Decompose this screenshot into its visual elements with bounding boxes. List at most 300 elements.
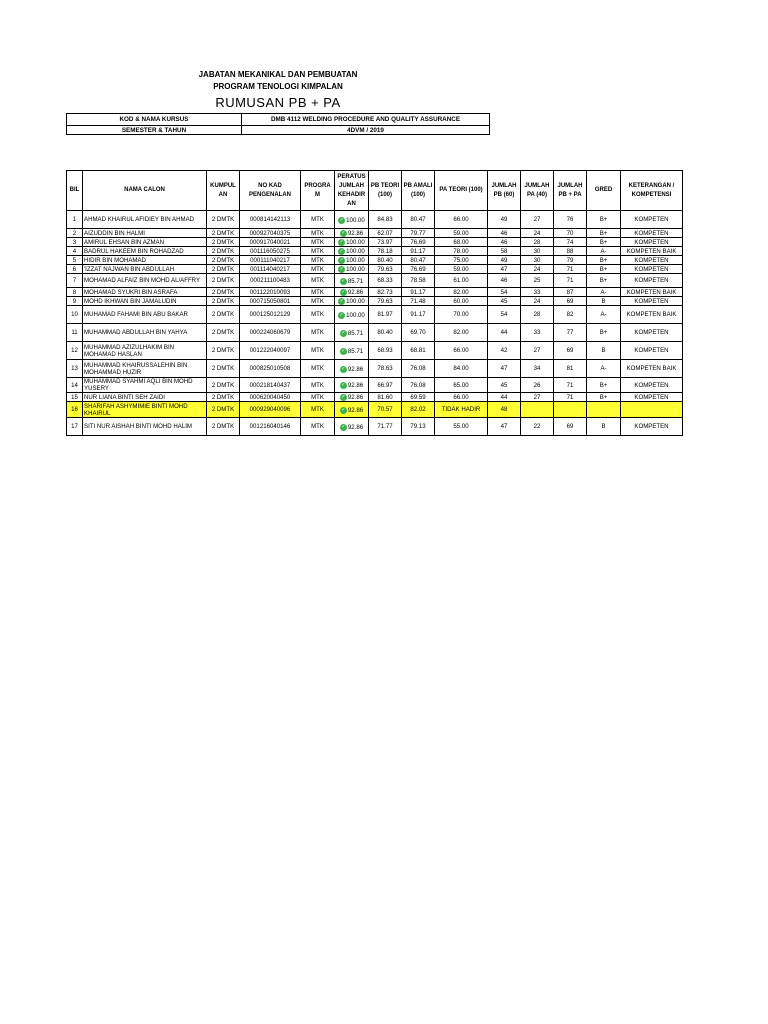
cell-jumlah-pb: 46 xyxy=(488,274,521,288)
cell-pa-teori: 75.00 xyxy=(435,256,488,265)
check-circle-icon: ✓ xyxy=(341,406,346,413)
cell-pa-teori: 59.00 xyxy=(435,229,488,238)
cell-nokad: 000814142113 xyxy=(240,211,301,229)
cell-jumlah-pbpa: 71 xyxy=(554,274,587,288)
cell-bil: 4 xyxy=(67,247,83,256)
cell-pb-amali: 68.81 xyxy=(402,342,435,360)
cell-nama: MUHAMMAD SYAHMI AQLI BIN MOHD YUSERY xyxy=(83,378,207,393)
course-info-table xyxy=(66,113,490,135)
cell-pb-amali: 82.02 xyxy=(402,402,435,418)
cell-pb-teori: 78.18 xyxy=(369,247,402,256)
cell-nama: MOHAMAD SYUKRI BIN ASRAFA xyxy=(83,288,207,297)
cell-kumpulan: 2 DMTK xyxy=(207,297,240,306)
cell-gred: B+ xyxy=(587,238,621,247)
cell-kumpulan: 2 DMTK xyxy=(207,256,240,265)
table-row xyxy=(67,418,683,436)
cell-jumlah-pbpa: 81 xyxy=(554,360,587,378)
attendance-value: 100.00 xyxy=(346,248,365,255)
cell-pa-teori: 66.00 xyxy=(435,342,488,360)
check-circle-icon: ✓ xyxy=(339,248,344,254)
cell-kumpulan: 2 DMTK xyxy=(207,360,240,378)
attendance-value: 92.86 xyxy=(347,423,364,431)
cell-nama: MUHAMMAD AZIZULHAKIM BIN MOHAMAD HASLAN xyxy=(83,342,207,360)
cell-peratus xyxy=(335,247,369,256)
table-row xyxy=(67,378,683,393)
page-title: RUMUSAN PB + PA xyxy=(215,95,341,110)
cell-pa-teori: 70.00 xyxy=(435,306,488,324)
attendance-value: 92.86 xyxy=(347,365,364,373)
cell-nokad: 001114040217 xyxy=(240,265,301,274)
cell-pb-teori: 71.77 xyxy=(369,418,402,436)
attendance-value: 100.00 xyxy=(346,266,365,273)
attendance-value: 100.00 xyxy=(346,311,365,319)
header-jumlah-pbpa: JUMLAH PB + PA xyxy=(554,171,587,211)
cell-program: MTK xyxy=(301,342,335,360)
cell-jumlah-pb: 54 xyxy=(488,306,521,324)
cell-nokad: 000917040021 xyxy=(240,238,301,247)
cell-gred: B xyxy=(587,418,621,436)
cell-nama: NUR LIANA BINTI SEH ZAIDI xyxy=(83,393,207,402)
cell-jumlah-pa xyxy=(521,402,554,418)
cell-bil: 14 xyxy=(67,378,83,393)
cell-jumlah-pb: 49 xyxy=(488,211,521,229)
cell-kumpulan: 2 DMTK xyxy=(207,342,240,360)
cell-jumlah-pa: 28 xyxy=(521,238,554,247)
cell-bil: 7 xyxy=(67,274,83,288)
cell-jumlah-pbpa: 69 xyxy=(554,342,587,360)
header-kumpulan: KUMPUL AN xyxy=(207,171,240,211)
cell-bil: 2 xyxy=(67,229,83,238)
cell-jumlah-pb: 44 xyxy=(488,324,521,342)
table-header-row xyxy=(67,171,683,211)
table-row xyxy=(67,265,683,274)
cell-jumlah-pbpa: 74 xyxy=(554,238,587,247)
table-row xyxy=(67,247,683,256)
cell-program: MTK xyxy=(301,378,335,393)
cell-nokad: 000825010508 xyxy=(240,360,301,378)
cell-gred: B xyxy=(587,342,621,360)
cell-program: MTK xyxy=(301,288,335,297)
cell-keterangan: KOMPETEN BAIK xyxy=(621,306,683,324)
cell-peratus xyxy=(335,211,369,229)
cell-kumpulan: 2 DMTK xyxy=(207,247,240,256)
cell-pb-amali: 76.69 xyxy=(402,238,435,247)
cell-gred: A- xyxy=(587,288,621,297)
check-circle-icon: ✓ xyxy=(341,394,346,400)
header-gred: GRED xyxy=(587,171,621,211)
cell-jumlah-pb: 48 xyxy=(488,402,521,418)
cell-pb-amali: 91.17 xyxy=(402,247,435,256)
table-row xyxy=(67,256,683,265)
cell-pb-amali: 76.08 xyxy=(402,360,435,378)
cell-nokad: 000211100483 xyxy=(240,274,301,288)
cell-peratus xyxy=(335,238,369,247)
cell-pa-teori: TIDAK HADIR xyxy=(435,402,488,418)
cell-gred: B+ xyxy=(587,274,621,288)
cell-nokad: 001122010093 xyxy=(240,288,301,297)
cell-jumlah-pbpa: 88 xyxy=(554,247,587,256)
cell-bil: 8 xyxy=(67,288,83,297)
attendance-value: 92.86 xyxy=(347,289,364,296)
cell-kumpulan: 2 DMTK xyxy=(207,274,240,288)
cell-nokad: 001222040097 xyxy=(240,342,301,360)
cell-pa-teori: 82.00 xyxy=(435,324,488,342)
cell-kumpulan: 2 DMTK xyxy=(207,324,240,342)
cell-nokad: 000620040450 xyxy=(240,393,301,402)
cell-jumlah-pa: 25 xyxy=(521,274,554,288)
cell-keterangan xyxy=(621,402,683,418)
cell-peratus xyxy=(335,342,369,360)
cell-jumlah-pa: 27 xyxy=(521,211,554,229)
cell-gred xyxy=(587,402,621,418)
course-code-label: KOD & NAMA KURSUS xyxy=(67,114,242,126)
cell-pb-teori: 70.57 xyxy=(369,402,402,418)
cell-pa-teori: 61.00 xyxy=(435,274,488,288)
cell-keterangan: KOMPETEN xyxy=(621,297,683,306)
cell-bil: 10 xyxy=(67,306,83,324)
cell-program: MTK xyxy=(301,265,335,274)
cell-jumlah-pbpa: 71 xyxy=(554,265,587,274)
cell-jumlah-pbpa: 79 xyxy=(554,256,587,265)
cell-pb-amali: 71.48 xyxy=(402,297,435,306)
table-row xyxy=(67,402,683,418)
cell-peratus xyxy=(335,306,369,324)
cell-jumlah-pa: 33 xyxy=(521,288,554,297)
cell-pb-amali: 69.70 xyxy=(402,324,435,342)
cell-jumlah-pbpa xyxy=(554,402,587,418)
cell-jumlah-pb: 58 xyxy=(488,247,521,256)
cell-kumpulan: 2 DMTK xyxy=(207,238,240,247)
header-keterangan: KETERANGAN / KOMPETENSI xyxy=(621,171,683,211)
cell-nokad: 000125012129 xyxy=(240,306,301,324)
cell-jumlah-pb: 42 xyxy=(488,342,521,360)
attendance-value: 92.86 xyxy=(347,394,364,401)
cell-kumpulan: 2 DMTK xyxy=(207,288,240,297)
cell-program: MTK xyxy=(301,274,335,288)
cell-pa-teori: 84.00 xyxy=(435,360,488,378)
table-row xyxy=(67,288,683,297)
cell-pb-amali: 78.58 xyxy=(402,274,435,288)
cell-pb-amali: 76.08 xyxy=(402,378,435,393)
cell-keterangan: KOMPETEN xyxy=(621,265,683,274)
semester-value: 4DVM / 2019 xyxy=(242,126,490,135)
header-bil: BIL xyxy=(67,171,83,211)
cell-keterangan: KOMPETEN BAIK xyxy=(621,360,683,378)
cell-peratus xyxy=(335,360,369,378)
cell-gred: A- xyxy=(587,306,621,324)
cell-gred: B+ xyxy=(587,324,621,342)
attendance-value: 92.86 xyxy=(347,406,364,414)
cell-jumlah-pb: 47 xyxy=(488,418,521,436)
cell-nokad: 000929040096 xyxy=(240,402,301,418)
cell-bil: 15 xyxy=(67,393,83,402)
cell-pb-teori: 82.73 xyxy=(369,288,402,297)
cell-pb-amali: 91.17 xyxy=(402,306,435,324)
table-row xyxy=(67,229,683,238)
cell-pb-teori: 68.93 xyxy=(369,342,402,360)
cell-kumpulan: 2 DMTK xyxy=(207,393,240,402)
cell-nama: MOHAMAD ALFAIZ BIN MOHD AL/AFFRY xyxy=(83,274,207,288)
cell-pb-teori: 73.97 xyxy=(369,238,402,247)
cell-program: MTK xyxy=(301,247,335,256)
cell-pa-teori: 59.00 xyxy=(435,265,488,274)
cell-jumlah-pbpa: 76 xyxy=(554,211,587,229)
cell-bil: 6 xyxy=(67,265,83,274)
cell-pb-teori: 78.63 xyxy=(369,360,402,378)
cell-kumpulan: 2 DMTK xyxy=(207,229,240,238)
cell-gred: B+ xyxy=(587,378,621,393)
table-row xyxy=(67,211,683,229)
cell-nokad: 001216040146 xyxy=(240,418,301,436)
cell-pa-teori: 60.00 xyxy=(435,297,488,306)
cell-program: MTK xyxy=(301,402,335,418)
attendance-value: 85.71 xyxy=(347,347,364,355)
cell-keterangan: KOMPETEN xyxy=(621,238,683,247)
cell-jumlah-pa: 26 xyxy=(521,378,554,393)
check-circle-icon: ✓ xyxy=(341,382,346,388)
check-circle-icon: ✓ xyxy=(341,277,346,284)
cell-jumlah-pa: 33 xyxy=(521,324,554,342)
header-pb-amali: PB AMALI (100) xyxy=(402,171,435,211)
cell-nama: SITI NUR AISHAH BINTI MOHD HALIM xyxy=(83,418,207,436)
cell-pb-teori: 80.40 xyxy=(369,256,402,265)
cell-gred: B+ xyxy=(587,256,621,265)
cell-peratus xyxy=(335,288,369,297)
attendance-value: 85.71 xyxy=(347,277,364,285)
cell-pb-teori: 84.83 xyxy=(369,211,402,229)
cell-jumlah-pbpa: 71 xyxy=(554,378,587,393)
table-row xyxy=(67,360,683,378)
course-code-value: DMB 4112 WELDING PROCEDURE AND QUALITY ASSURANCE xyxy=(242,114,490,126)
cell-bil: 9 xyxy=(67,297,83,306)
table-row xyxy=(67,274,683,288)
header-nama: NAMA CALON xyxy=(83,171,207,211)
cell-nokad: 000927040375 xyxy=(240,229,301,238)
attendance-value: 100.00 xyxy=(346,298,365,305)
cell-kumpulan: 2 DMTK xyxy=(207,378,240,393)
cell-pa-teori: 66.00 xyxy=(435,393,488,402)
check-circle-icon: ✓ xyxy=(341,289,346,295)
check-circle-icon: ✓ xyxy=(339,216,344,223)
cell-keterangan: KOMPETEN xyxy=(621,418,683,436)
cell-pa-teori: 78.00 xyxy=(435,247,488,256)
cell-bil: 16 xyxy=(67,402,83,418)
cell-pb-amali: 80.47 xyxy=(402,211,435,229)
check-circle-icon: ✓ xyxy=(339,311,344,318)
check-circle-icon: ✓ xyxy=(339,298,344,304)
check-circle-icon: ✓ xyxy=(341,365,346,372)
cell-pb-amali: 79.77 xyxy=(402,229,435,238)
cell-pa-teori: 65.00 xyxy=(435,378,488,393)
cell-jumlah-pa: 34 xyxy=(521,360,554,378)
cell-jumlah-pbpa: 71 xyxy=(554,393,587,402)
table-row xyxy=(67,238,683,247)
header-jumlah-pb: JUMLAH PB (60) xyxy=(488,171,521,211)
cell-jumlah-pbpa: 77 xyxy=(554,324,587,342)
cell-jumlah-pbpa: 70 xyxy=(554,229,587,238)
cell-nama: BADRUL HAKEEM BIN ROHADZAD xyxy=(83,247,207,256)
cell-bil: 12 xyxy=(67,342,83,360)
cell-program: MTK xyxy=(301,393,335,402)
cell-pb-amali: 80.47 xyxy=(402,256,435,265)
cell-program: MTK xyxy=(301,324,335,342)
cell-program: MTK xyxy=(301,211,335,229)
table-row xyxy=(67,306,683,324)
cell-peratus xyxy=(335,274,369,288)
cell-nokad: 000224060679 xyxy=(240,324,301,342)
check-circle-icon: ✓ xyxy=(341,230,346,236)
header-nokad: NO KAD PENGENALAN xyxy=(240,171,301,211)
check-circle-icon: ✓ xyxy=(339,239,344,245)
cell-kumpulan: 2 DMTK xyxy=(207,265,240,274)
cell-bil: 5 xyxy=(67,256,83,265)
cell-jumlah-pa: 24 xyxy=(521,229,554,238)
results-table xyxy=(66,170,683,436)
table-row xyxy=(67,297,683,306)
cell-pb-teori: 81.97 xyxy=(369,306,402,324)
cell-bil: 13 xyxy=(67,360,83,378)
cell-bil: 11 xyxy=(67,324,83,342)
cell-nama: AIZUDDIN BIN HALMI xyxy=(83,229,207,238)
header-pa-teori: PA TEORI (100) xyxy=(435,171,488,211)
cell-gred: A- xyxy=(587,247,621,256)
cell-bil: 1 xyxy=(67,211,83,229)
cell-pa-teori: 82.00 xyxy=(435,288,488,297)
cell-keterangan: KOMPETEN xyxy=(621,256,683,265)
cell-nokad: 000111040217 xyxy=(240,256,301,265)
cell-kumpulan: 2 DMTK xyxy=(207,402,240,418)
cell-jumlah-pa: 28 xyxy=(521,306,554,324)
cell-nama: MOHD IKHWAN BIN JAMALUDIN xyxy=(83,297,207,306)
cell-nama: 'IZZAT NAJWAN BIN ABDULLAH xyxy=(83,265,207,274)
cell-nama: MUHAMMAD ABDULLAH BIN YAHYA xyxy=(83,324,207,342)
header-peratus: PERATUS JUMLAH KEHADIR AN xyxy=(335,171,369,211)
program-title: PROGRAM TENOLOGI KIMPALAN xyxy=(213,82,343,91)
cell-pb-teori: 79.63 xyxy=(369,265,402,274)
cell-nama: AHMAD KHAIRUL AFIDIEY BIN AHMAD xyxy=(83,211,207,229)
attendance-value: 85.71 xyxy=(347,329,364,337)
cell-program: MTK xyxy=(301,360,335,378)
cell-pb-teori: 79.63 xyxy=(369,297,402,306)
cell-pa-teori: 55.00 xyxy=(435,418,488,436)
cell-nama: AMIRUL EHSAN BIN AZMAN xyxy=(83,238,207,247)
cell-jumlah-pbpa: 69 xyxy=(554,418,587,436)
cell-nokad: 000218140437 xyxy=(240,378,301,393)
cell-pb-amali: 69.59 xyxy=(402,393,435,402)
attendance-value: 100.00 xyxy=(346,216,365,224)
cell-jumlah-pb: 54 xyxy=(488,288,521,297)
cell-program: MTK xyxy=(301,297,335,306)
header-pb-teori: PB TEORI (100) xyxy=(369,171,402,211)
cell-kumpulan: 2 DMTK xyxy=(207,418,240,436)
cell-keterangan: KOMPETEN BAIK xyxy=(621,247,683,256)
cell-keterangan: KOMPETEN xyxy=(621,229,683,238)
table-row xyxy=(67,324,683,342)
cell-peratus xyxy=(335,402,369,418)
cell-jumlah-pbpa: 69 xyxy=(554,297,587,306)
cell-keterangan: KOMPETEN xyxy=(621,324,683,342)
department-title: JABATAN MEKANIKAL DAN PEMBUATAN xyxy=(198,70,358,79)
cell-bil: 3 xyxy=(67,238,83,247)
attendance-value: 92.86 xyxy=(347,382,364,389)
table-row xyxy=(67,342,683,360)
check-circle-icon: ✓ xyxy=(341,329,346,336)
cell-keterangan: KOMPETEN xyxy=(621,378,683,393)
cell-jumlah-pb: 49 xyxy=(488,256,521,265)
cell-jumlah-pb: 47 xyxy=(488,360,521,378)
cell-jumlah-pb: 45 xyxy=(488,378,521,393)
check-circle-icon: ✓ xyxy=(341,423,346,430)
cell-nama: MUHAMMAD KHAIRUSSALEHIN BIN MOHAMMAD HUZIR xyxy=(83,360,207,378)
cell-pb-teori: 62.07 xyxy=(369,229,402,238)
cell-nama: HIDIR BIN MOHAMAD xyxy=(83,256,207,265)
cell-pb-teori: 68.33 xyxy=(369,274,402,288)
cell-keterangan: KOMPETEN xyxy=(621,393,683,402)
cell-jumlah-pa: 30 xyxy=(521,247,554,256)
cell-gred: B+ xyxy=(587,393,621,402)
cell-jumlah-pbpa: 87 xyxy=(554,288,587,297)
cell-program: MTK xyxy=(301,229,335,238)
cell-jumlah-pb: 46 xyxy=(488,238,521,247)
attendance-value: 100.00 xyxy=(346,257,365,264)
cell-kumpulan: 2 DMTK xyxy=(207,211,240,229)
cell-peratus xyxy=(335,393,369,402)
header-jumlah-pa: JUMLAH PA (40) xyxy=(521,171,554,211)
cell-gred: B+ xyxy=(587,229,621,238)
cell-keterangan: KOMPETEN xyxy=(621,342,683,360)
cell-gred: B+ xyxy=(587,211,621,229)
cell-program: MTK xyxy=(301,306,335,324)
cell-peratus xyxy=(335,229,369,238)
cell-pb-amali: 79.13 xyxy=(402,418,435,436)
cell-keterangan: KOMPETEN xyxy=(621,211,683,229)
cell-pa-teori: 68.00 xyxy=(435,238,488,247)
cell-jumlah-pb: 45 xyxy=(488,297,521,306)
cell-keterangan: KOMPETEN xyxy=(621,274,683,288)
cell-program: MTK xyxy=(301,418,335,436)
cell-peratus xyxy=(335,256,369,265)
check-circle-icon: ✓ xyxy=(339,257,344,263)
cell-nokad: 000715050801 xyxy=(240,297,301,306)
cell-jumlah-pa: 30 xyxy=(521,256,554,265)
cell-keterangan: KOMPETEN BAIK xyxy=(621,288,683,297)
cell-pb-amali: 76.69 xyxy=(402,265,435,274)
cell-peratus xyxy=(335,324,369,342)
cell-jumlah-pa: 24 xyxy=(521,265,554,274)
cell-pb-teori: 81.60 xyxy=(369,393,402,402)
cell-jumlah-pb: 47 xyxy=(488,265,521,274)
cell-jumlah-pa: 27 xyxy=(521,342,554,360)
cell-jumlah-pa: 27 xyxy=(521,393,554,402)
cell-peratus xyxy=(335,418,369,436)
cell-peratus xyxy=(335,265,369,274)
cell-kumpulan: 2 DMTK xyxy=(207,306,240,324)
cell-nokad: 001116050275 xyxy=(240,247,301,256)
cell-gred: B xyxy=(587,297,621,306)
cell-nama: MUHAMAD FAHAMI BIN ABU BAKAR xyxy=(83,306,207,324)
cell-jumlah-pa: 22 xyxy=(521,418,554,436)
cell-jumlah-pb: 46 xyxy=(488,229,521,238)
attendance-value: 100.00 xyxy=(346,239,365,246)
cell-peratus xyxy=(335,378,369,393)
semester-label: SEMESTER & TAHUN xyxy=(67,126,242,135)
cell-pb-teori: 80.40 xyxy=(369,324,402,342)
cell-bil: 17 xyxy=(67,418,83,436)
table-row xyxy=(67,393,683,402)
cell-gred: B+ xyxy=(587,265,621,274)
cell-jumlah-pb: 44 xyxy=(488,393,521,402)
check-circle-icon: ✓ xyxy=(339,266,344,272)
